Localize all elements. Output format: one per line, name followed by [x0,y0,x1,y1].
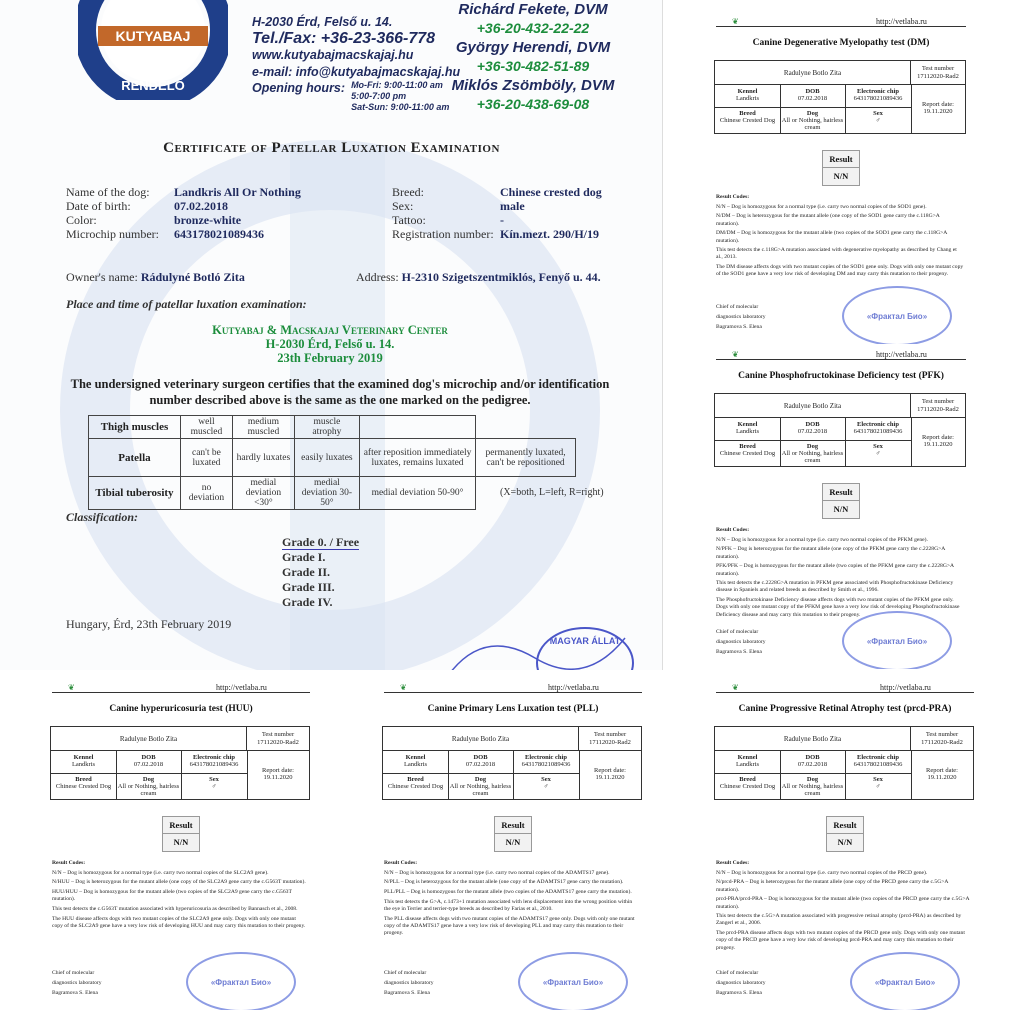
test-number [911,61,965,85]
field-label: Name of the dog: [66,185,150,199]
result-box [822,150,860,186]
table-cell: no deviation [181,477,233,510]
header-rule [716,359,966,360]
sign-line: Bagramova S. Elena [52,990,98,996]
owner-name: Radulyne Botlo Zita [715,727,911,751]
lab-stamp [186,952,296,1010]
report-date: Report date: 19.11.2020 [262,767,294,781]
dob-value: 07.02.2018 [133,761,164,768]
code-line: The HUU disease affects dogs with two mutant copies of the SLC2A9 gene only. Dogs with only one mutant copy of the SLC2A9 gene have a very low risk of developing HUU and may carry this mutation to their progeny. [52,915,306,929]
dog-breed: Chinese crested dog [500,185,602,199]
kennel-label: Kennel [405,754,426,761]
signature-block [52,968,102,998]
table-legend: (X=both, L=left, R=right) [500,487,604,498]
sign-line: diagnostics laboratory [384,980,434,986]
result-value: N/N [833,171,849,181]
owner-name: Radulyne Botlo Zita [383,727,579,751]
sign-line: Chief of molecular [716,304,759,310]
dog-info-table [382,726,642,800]
header-rule [52,692,310,693]
table-cell: well muscled [181,416,233,439]
code-line: This test detects the c.5G>A mutation associated with progressive retinal atrophy (prcd-PRA) as described by Zangerl et al., 2006. [716,913,962,927]
chip-label: Electronic chip [525,754,567,761]
report-date: Report date: 19.11.2020 [922,101,954,115]
place-heading: Place and time of patellar luxation examination: [66,297,307,311]
sign-line: diagnostics laboratory [52,980,102,986]
sex-label: Sex [541,776,551,783]
result-codes [384,860,640,940]
report-date: Report date: 19.11.2020 [594,767,626,781]
test-number [247,727,309,751]
table-cell: medial deviation <30° [232,477,294,510]
vet-name: Miklós Zsömböly, DVM [451,77,615,94]
owner-line [66,270,626,285]
result-label: Result [823,151,859,168]
leaf-icon: ❦ [68,683,75,692]
code-line: The prcd-PRA disease affects dogs with two mutant copies of the PRCD gene only. Dogs with only one mutant copy of the PRCD gene have a very low risk of developing prcd-PRA and may carry this mutation to their progeny. [716,930,965,951]
sign-line: Chief of molecular [384,970,427,976]
dob-value: 07.02.2018 [797,761,828,768]
test-number-value: 17112020-Rad2 [917,73,959,80]
center-name: Kutyabaj & Macskajaj Veterinary Center [212,323,448,337]
kennel-value: Landkris [403,761,428,768]
dog-label: Dog [806,776,819,783]
grade-item: Grade IV. [282,595,333,609]
sign-line: diagnostics laboratory [716,980,766,986]
code-line: prcd-PRA/prcd-PRA – Dog is homozygous for the mutant allele (two copies of the PRCD gene carry the c.5G>A mutation). [716,896,970,910]
hours-1: Mo-Fri: 9:00-11:00 am [351,80,443,90]
grade-list [282,535,359,610]
code-line: N/N – Dog is homozygous for a normal type (i.e. carry two normal copies of the PRCD gene). [716,869,928,876]
sex-label: Sex [209,776,219,783]
result-value: N/N [833,504,849,514]
owner-name: Radulyne Botlo Zita [715,394,911,418]
field-label: Color: [66,213,97,227]
dog-value: All or Nothing, hairless cream [781,450,844,464]
report-url[interactable]: http://vetlaba.ru [876,350,927,359]
clinic-telfax: Tel./Fax: +36-23-366-778 [252,29,436,47]
divider [51,773,247,774]
breed-value: Chinese Crested Dog [719,450,776,457]
sign-line: Bagramova S. Elena [716,649,762,655]
result-box [826,816,864,852]
owner-address: H-2310 Szigetszentmiklós, Fenyő u. 44. [401,270,601,284]
code-line: This test detects the c.G563T mutation associated with hyperuricosuria as described by Bannasch et al., 2008. [52,906,298,913]
field-label: Registration number: [392,227,494,241]
dog-label: Dog [142,776,155,783]
leaf-icon: ❦ [732,17,739,26]
code-line: N/N – Dog is homozygous for a normal type (i.e. carry two normal copies of the SOD1 gene). [716,203,927,210]
dog-info-table [50,726,310,800]
result-value: N/N [505,837,521,847]
breed-value: Chinese Crested Dog [719,117,776,124]
signature-block [716,302,766,332]
hours-3: Sat-Sun: 9:00-11:00 am [351,102,450,112]
dob-label: DOB [805,88,820,95]
chip-label: Electronic chip [857,88,899,95]
classification-label: Classification: [66,510,139,524]
test-number-value: 17112020-Rad2 [921,739,963,746]
test-number-value: 17112020-Rad2 [589,739,631,746]
code-line: This test detects the c.118G>A mutation associated with degenerative myelopathy as described by Chang et al., 2013. [716,247,957,261]
code-line: N/N – Dog is homozygous for a normal type (i.e. carry two normal copies of the SLC2A9 gene). [52,869,269,876]
signature-block [716,627,766,657]
code-line: PLL/PLL – Dog is homozygous for the mutant allele (two copies of the ADAMTS17 gene carry the mutation). [384,889,632,896]
sex-value: ♂ [211,783,217,790]
table-cell [476,416,576,439]
clinic-email[interactable]: e-mail: info@kutyabajmacskajaj.hu [252,64,461,79]
center-address: H-2030 Érd, Felső u. 14. [265,337,395,351]
dog-info-table [714,393,966,467]
code-line: N/HUU – Dog is heterozygous for the mutant allele (one copy of the SLC2A9 gene carry the c.G563T mutation). [52,879,306,886]
stamp-text: MAGYAR ÁLLAT [549,636,621,646]
code-line: N/PLL – Dog is heterozygous for the mutant allele (one copy of the ADAMTS17 gene carry the mutation). [384,879,624,886]
lab-stamp [842,611,952,669]
code-line: N/N – Dog is homozygous for a normal type (i.e. carry two normal copies of the PFKM gene). [716,536,928,543]
report-date: Report date: 19.11.2020 [926,767,958,781]
code-line: The PLL disease affects dogs with two mutant copies of the ADAMTS17 gene only. Dogs with only one mutant copy of the ADAMTS17 gene have a very low risk of developing PLL and may carry this mutation to their progeny. [384,915,635,937]
dog-chip: 643178021089436 [174,227,264,241]
lab-report-0 [710,14,972,344]
header-rule [716,692,974,693]
hours-2: 5:00-7:00 pm [351,91,407,101]
test-number [579,727,641,751]
result-label: Result [163,817,199,834]
dog-label: Dog [474,776,487,783]
kennel-value: Landkris [735,428,760,435]
lab-stamp [518,952,628,1010]
certify-statement: The undersigned veterinary surgeon certifies that the examined dog's microchip and/or identification number described above is the same as the one marked on the pedigree. [70,377,610,407]
owner-name: Rádulyné Botló Zita [140,270,245,284]
sign-line: diagnostics laboratory [716,314,766,320]
vet-name: Richárd Fekete, DVM [458,1,608,18]
leaf-icon: ❦ [400,683,407,692]
test-number-label: Test number [925,731,959,738]
code-line: This test detects the c.2228G>A mutation in PFKM gene associated with Phosphofructokinase Deficiency disease in Spaniels and related breeds as described by Smith et al., 1996. [716,580,954,594]
header-rule [716,26,966,27]
chip-label: Electronic chip [193,754,235,761]
leaf-icon: ❦ [732,683,739,692]
breed-label: Breed [739,443,756,450]
table-cell: after reposition immediately luxates, remains luxated [359,439,475,477]
dob-label: DOB [141,754,156,761]
result-codes [716,527,964,621]
kennel-label: Kennel [737,421,758,428]
result-label: Result [495,817,531,834]
test-number [911,394,965,418]
result-codes [52,860,308,933]
sex-value: ♂ [543,783,549,790]
codes-heading: Result Codes: [52,860,86,866]
kennel-label: Kennel [737,754,758,761]
table-cell: medial deviation 30-50° [294,477,359,510]
chip-value: 643178021089436 [853,95,903,102]
result-box [822,483,860,519]
test-number-label: Test number [261,731,295,738]
sign-line: Bagramova S. Elena [716,990,762,996]
code-line: N/prcd-PRA – Dog is heterozygous for the mutant allele (one copy of the PRCD gene carry the c.5G>A mutation). [716,879,949,893]
dob-label: DOB [805,754,820,761]
vet-phone: +36-20-432-22-22 [476,20,590,36]
test-number-label: Test number [593,731,627,738]
chip-label: Electronic chip [857,421,899,428]
header-rule [384,692,642,693]
dog-value: All or Nothing, hairless cream [117,783,180,797]
report-title: Canine Phosphofructokinase Deficiency test (PFK) [738,371,944,381]
signature-block [384,968,434,998]
lab-report-4 [710,680,980,1010]
field-label: Microchip number: [66,227,159,241]
stamp-text: «Фрактал Био» [866,312,928,321]
stamp-text: «Фрактал Био» [542,978,604,987]
dob-label: DOB [473,754,488,761]
result-label: Result [827,817,863,834]
dob-label: DOB [805,421,820,428]
breed-value: Chinese Crested Dog [719,783,776,790]
vet-name: György Herendi, DVM [455,39,611,56]
field-label: Sex: [392,199,414,213]
report-title: Canine hyperuricosuria test (HUU) [109,704,253,714]
dog-info-table [714,60,966,134]
result-box [162,816,200,852]
lab-stamp [842,286,952,344]
breed-value: Chinese Crested Dog [55,783,112,790]
field-label: Date of birth: [66,199,131,213]
sign-line: Bagramova S. Elena [716,324,762,330]
divider [383,773,579,774]
address-label: Address: [356,270,399,284]
field-label: Tattoo: [392,213,426,227]
report-title: Canine Primary Lens Luxation test (PLL) [427,704,599,714]
row-header: Patella [89,439,181,477]
codes-heading: Result Codes: [716,527,750,533]
result-box [494,816,532,852]
lab-report-3 [378,680,648,1010]
place-date: Hungary, Érd, 23th February 2019 [66,617,232,631]
table-cell: can't be luxated [181,439,233,477]
kennel-value: Landkris [71,761,96,768]
exam-center [130,323,530,365]
dog-tattoo: - [500,213,504,227]
code-line: N/PFK – Dog is heterozygous for the mutant allele (one copy of the PFKM gene carry the c.2228G>A mutation). [716,546,946,560]
grade-item: Grade I. [282,550,326,564]
breed-label: Breed [75,776,92,783]
result-label: Result [823,484,859,501]
codes-heading: Result Codes: [716,860,750,866]
kennel-label: Kennel [737,88,758,95]
dog-details [66,185,646,245]
sex-label: Sex [873,443,883,450]
codes-heading: Result Codes: [716,194,750,200]
code-line: PFK/PFK – Dog is homozygous for the mutant allele (two copies of the PFKM gene carry the c.2228G>A mutation). [716,563,954,577]
dog-value: All or Nothing, hairless cream [781,783,844,797]
dob-value: 07.02.2018 [797,428,828,435]
clinic-logo [78,0,228,100]
sign-line: Bagramova S. Elena [384,990,430,996]
table-cell: medium muscled [232,416,294,439]
official-stamp [445,618,635,670]
grade-item: Grade III. [282,580,335,594]
clinic-web[interactable]: www.kutyabajmacskajaj.hu [252,48,414,62]
result-codes [716,194,964,281]
divider [715,107,911,108]
code-line: DM/DM – Dog is homozygous for the mutant allele (two copies of the SOD1 gene carry the c.118G>A mutation). [716,230,948,244]
report-title: Canine Progressive Retinal Atrophy test (prcd-PRA) [738,704,952,714]
test-number-label: Test number [921,65,955,72]
dob-value: 07.02.2018 [797,95,828,102]
field-label: Breed: [392,185,424,199]
table-row [89,416,576,439]
report-url[interactable]: http://vetlaba.ru [876,17,927,26]
row-header: Thigh muscles [89,416,181,439]
test-number-value: 17112020-Rad2 [257,739,299,746]
codes-heading: Result Codes: [384,860,418,866]
dog-dob: 07.02.2018 [174,199,228,213]
report-url[interactable]: http://vetlaba.ru [548,683,599,692]
result-value: N/N [837,837,853,847]
sign-line: diagnostics laboratory [716,639,766,645]
table-cell: medial deviation 50-90° [359,477,475,510]
table-cell: easily luxates [294,439,359,477]
sex-value: ♂ [875,783,881,790]
code-line: This test detects the G>A, c.1473+1 mutation associated with lens displacement into the wrong position within the eye in Terrier and terrier-type breeds as described by Farias et al., 2010. [384,898,633,913]
table-row [89,439,576,477]
owner-label: Owner's name: [66,270,138,284]
report-title: Canine Degenerative Myelopathy test (DM) [752,38,930,48]
stamp-text: «Фрактал Био» [866,637,928,646]
report-url[interactable]: http://vetlaba.ru [880,683,931,692]
sex-label: Sex [873,776,883,783]
sex-label: Sex [873,110,883,117]
dog-name: Landkris All Or Nothing [174,185,301,199]
dog-label: Dog [806,110,819,117]
sign-line: Chief of molecular [716,970,759,976]
code-line: The Phosphofructokinase Deficiency disease affects dogs with two mutant copies of the PFKM gene only. Dogs with only one mutant copy of the PFKM gene have a very low risk of developing Phosphofructokinase Deficiency disease and may carry this mutation to their progeny. [716,597,960,618]
hours-label: Opening hours: [252,81,346,95]
divider [715,440,911,441]
grade-item: Grade 0. / Free [282,535,360,549]
kennel-value: Landkris [735,95,760,102]
kennel-label: Kennel [73,754,94,761]
chip-value: 643178021089436 [189,761,239,768]
result-codes [716,860,972,954]
table-cell: hardly luxates [232,439,294,477]
report-url[interactable]: http://vetlaba.ru [216,683,267,692]
table-cell [359,416,475,439]
code-line: N/DM – Dog is heterozygous for the mutant allele (one copy of the SOD1 gene carry the c.118G>A mutation). [716,213,940,227]
dog-info-table [714,726,974,800]
dog-label: Dog [806,443,819,450]
test-number-value: 17112020-Rad2 [917,406,959,413]
dog-value: All or Nothing, hairless cream [449,783,512,797]
dog-sex: male [500,199,525,213]
breed-label: Breed [407,776,424,783]
clinic-contact [252,14,460,113]
divider [715,773,911,774]
code-line: HUU/HUU – Dog is homozygous for the mutant allele (two copies of the SLC2A9 gene carry the c.G563T mutation). [52,889,292,903]
breed-label: Breed [739,110,756,117]
test-number-label: Test number [921,398,955,405]
code-line: The DM disease affects dogs with two mutant copies of the SOD1 gene only. Dogs with only one mutant copy of the SOD1 gene have a very low risk of developing DM and may carry this mutation to their progeny. [716,264,964,278]
patellar-certificate [0,0,663,670]
vet-phone: +36-20-438-69-08 [476,96,590,112]
row-header: Tibial tuberosity [89,477,181,510]
dob-value: 07.02.2018 [465,761,496,768]
chip-label: Electronic chip [857,754,899,761]
dog-color: bronze-white [174,213,242,227]
dog-registration: Kín.mezt. 290/H/19 [500,227,599,241]
breed-label: Breed [739,776,756,783]
lab-report-2 [46,680,316,1010]
lab-stamp [850,952,960,1010]
vet-list [448,0,618,114]
code-line: N/N – Dog is homozygous for a normal type (i.e. carry two normal copies of the ADAMTS17 gene). [384,869,610,876]
report-date: Report date: 19.11.2020 [922,434,954,448]
vet-phone: +36-30-482-51-89 [476,58,590,74]
sign-line: Chief of molecular [716,629,759,635]
table-cell: muscle atrophy [294,416,359,439]
test-number [911,727,973,751]
chip-value: 643178021089436 [853,761,903,768]
sign-line: Chief of molecular [52,970,95,976]
signature-block [716,968,766,998]
sex-value: ♂ [875,117,881,124]
stamp-text: «Фрактал Био» [210,978,272,987]
leaf-icon: ❦ [732,350,739,359]
svg-text:RENDELŐ: RENDELŐ [121,78,185,93]
grade-item: Grade II. [282,565,330,579]
lab-report-1 [710,347,972,669]
certificate-title: Certificate of Patellar Luxation Examination [163,140,500,156]
breed-value: Chinese Crested Dog [387,783,444,790]
dog-value: All or Nothing, hairless cream [781,117,844,131]
svg-text:KUTYABAJ: KUTYABAJ [115,28,191,44]
owner-name: Radulyne Botlo Zita [715,61,911,85]
result-value: N/N [173,837,189,847]
kennel-value: Landkris [735,761,760,768]
chip-value: 643178021089436 [521,761,571,768]
clinic-address: H-2030 Érd, Felső u. 14. [252,15,393,29]
owner-name: Radulyne Botlo Zita [51,727,247,751]
table-cell: permanently luxated, can't be repositioned [476,439,576,477]
chip-value: 643178021089436 [853,428,903,435]
sex-value: ♂ [875,450,881,457]
stamp-text: «Фрактал Био» [874,978,936,987]
exam-date: 23th February 2019 [277,351,383,365]
